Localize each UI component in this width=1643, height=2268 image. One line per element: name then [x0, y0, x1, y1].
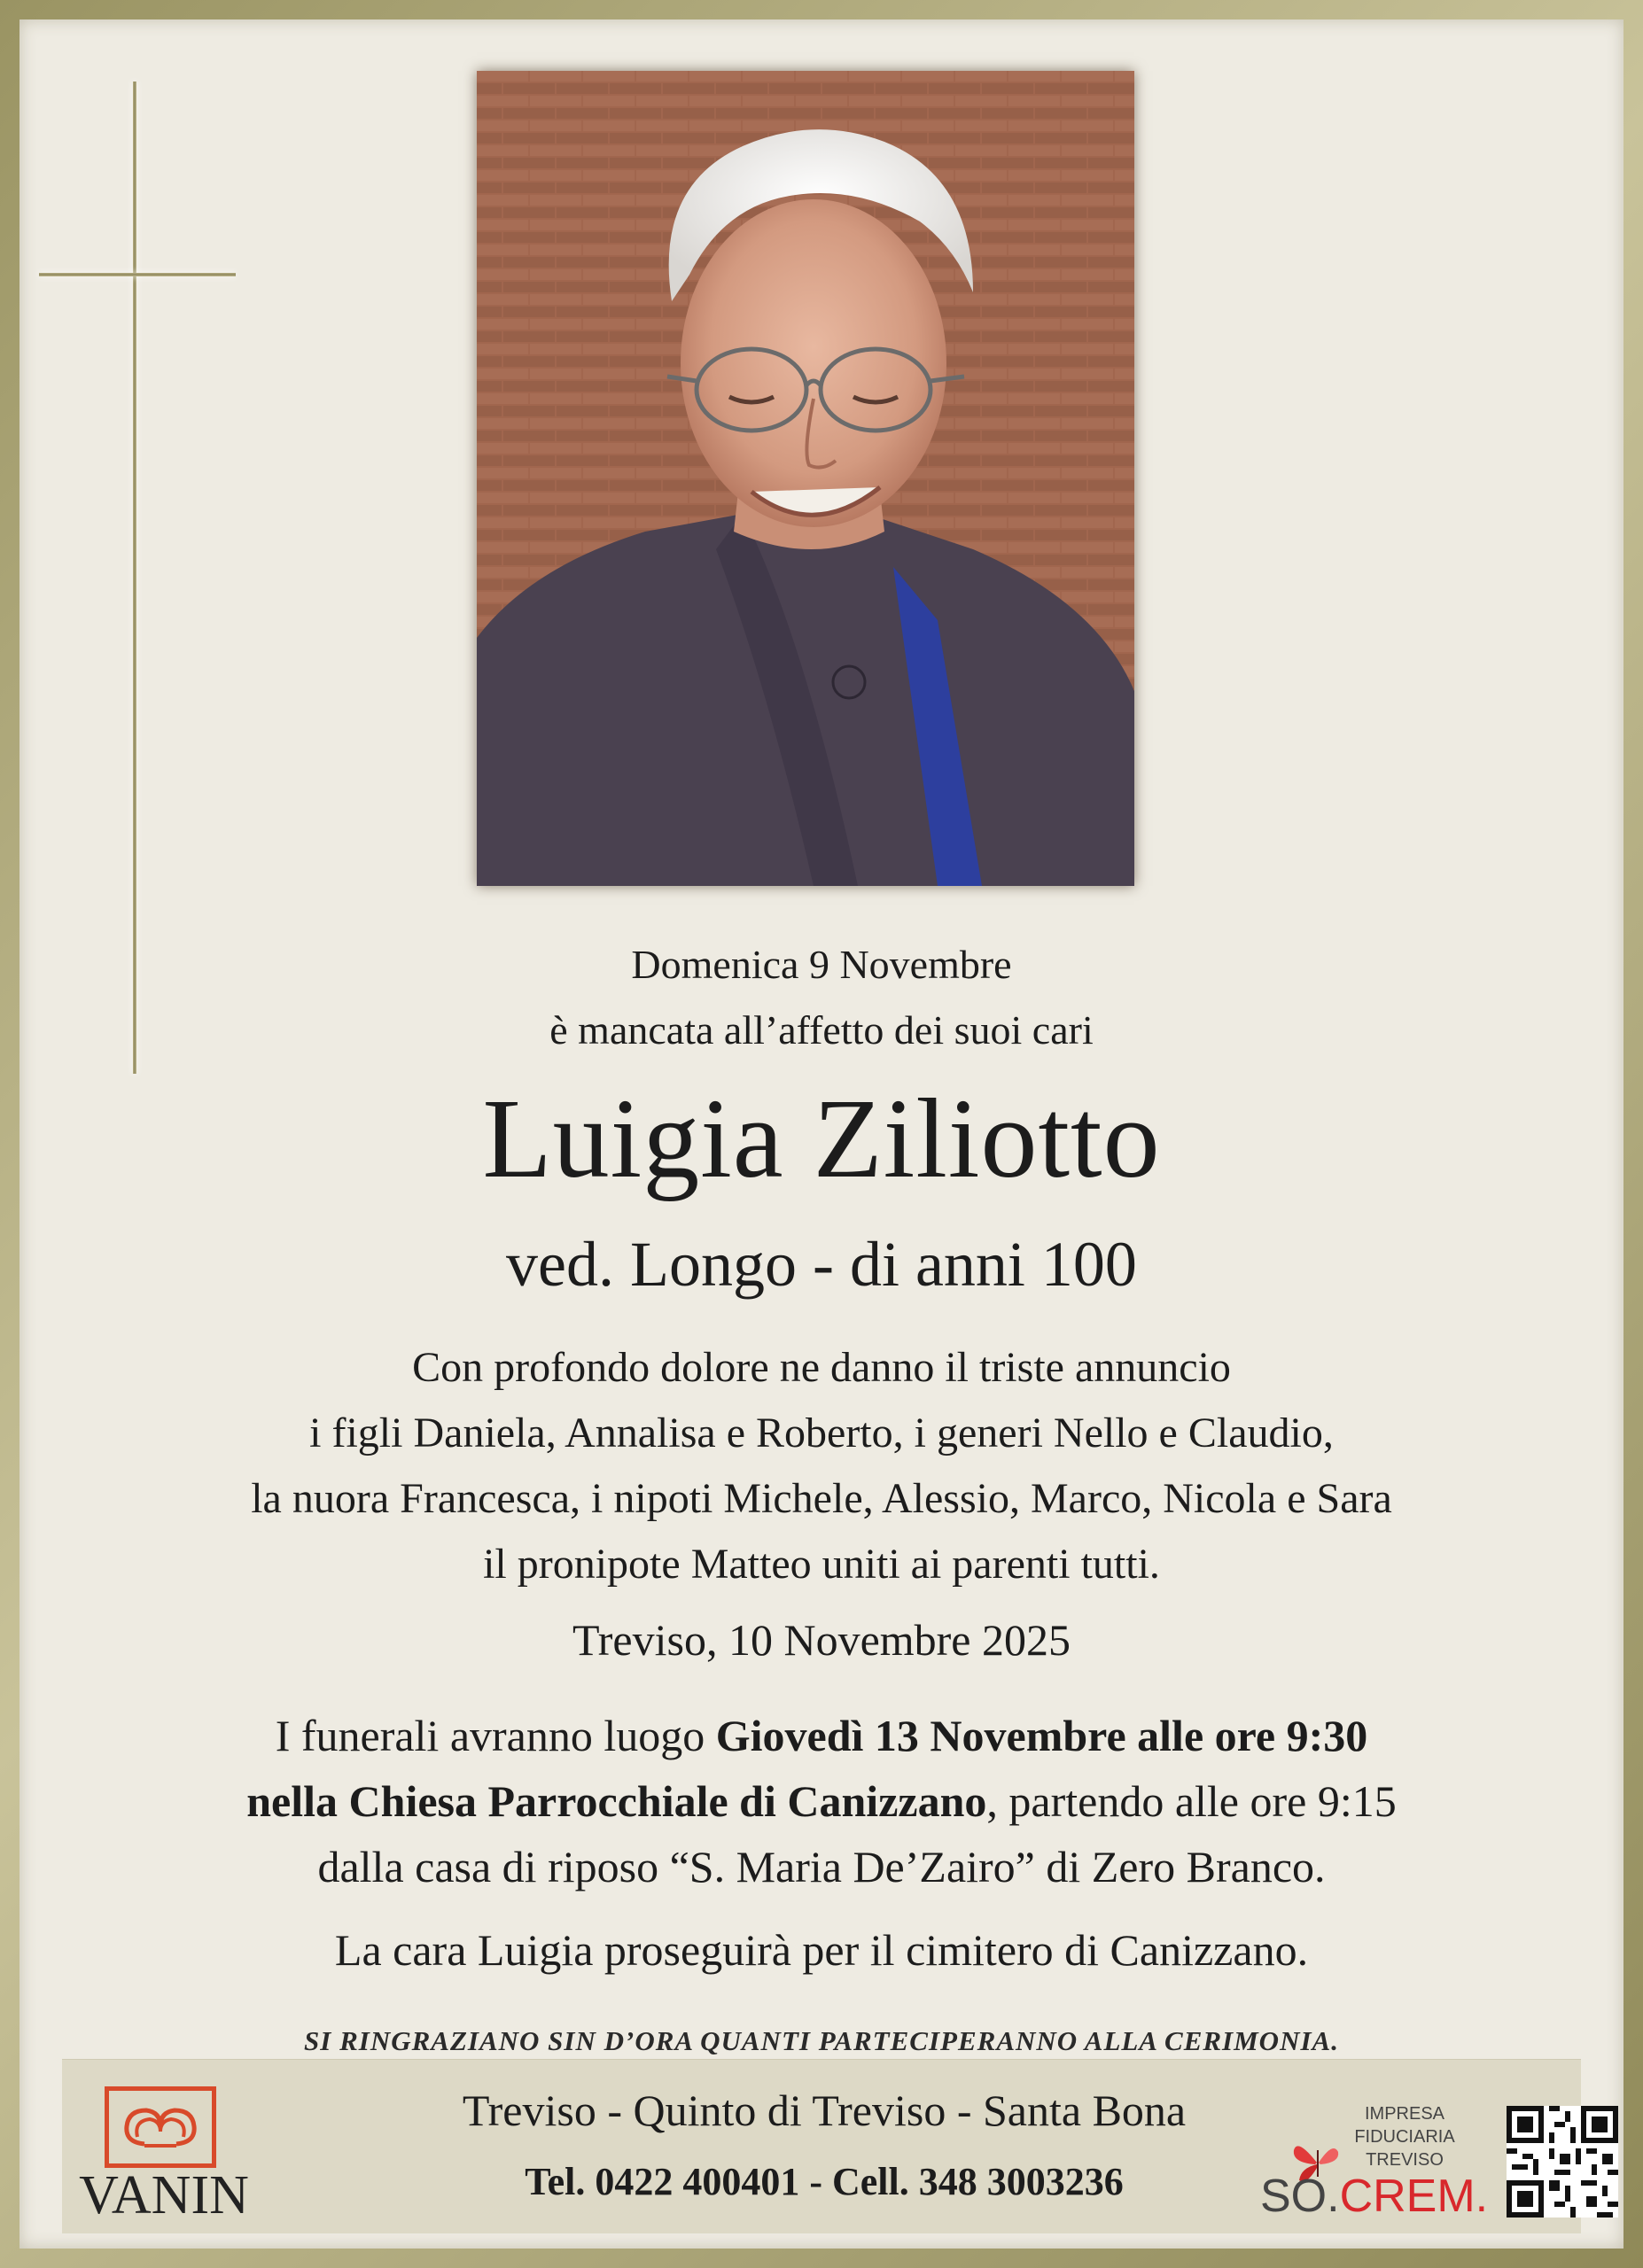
portrait-photo: [477, 71, 1134, 886]
obituary-card: [19, 19, 1624, 2249]
funeral-line-2: [19, 1775, 1624, 1827]
socrem-crem: CREM.: [1339, 2171, 1489, 2222]
socrem-tagline-2: FIDUCIARIA: [1354, 2127, 1455, 2147]
footer-cities: Treviso - Quinto di Treviso - Santa Bona: [462, 2085, 1187, 2135]
socrem-tagline: [1338, 2102, 1471, 2171]
place-date-line: Treviso, 10 Novembre 2025: [572, 1615, 1071, 1665]
funeral-home-footer: [62, 2059, 1581, 2233]
socrem-tagline-3: TREVISO: [1366, 2150, 1444, 2170]
announcement-line: i figli Daniela, Annalisa e Roberto, i generi Nello e Claudio,: [309, 1410, 1334, 1456]
vanin-logo-icon: [105, 2086, 216, 2168]
socrem-tagline-1: IMPRESA: [1364, 2104, 1445, 2124]
vanin-brand: VANIN: [79, 2165, 249, 2225]
announcement-line: la nuora Francesca, i nipoti Michele, Alessio, Marco, Nicola e Sara: [251, 1475, 1392, 1522]
deceased-subtitle: ved. Longo - di anni 100: [506, 1229, 1137, 1300]
funeral-datetime: Giovedì 13 Novembre alle ore 9:30: [715, 1711, 1368, 1760]
thanks-line: SI RINGRAZIANO SIN D’ORA QUANTI PARTECIPERANNO ALLA CERIMONIA.: [304, 2025, 1339, 2056]
funeral-line-3: dalla casa di riposo “S. Maria De’Zairo” di Zero Branco.: [317, 1842, 1326, 1891]
footer-phones: Tel. 0422 400401 - Cell. 348 3003236: [525, 2160, 1124, 2203]
funeral-line-1: [19, 1710, 1624, 1761]
qr-code-icon[interactable]: [1507, 2106, 1618, 2218]
announcement-line: il pronipote Matteo uniti ai parenti tutti.: [483, 1541, 1160, 1588]
cross-horizontal-icon: [39, 273, 236, 276]
death-date-line: Domenica 9 Novembre: [631, 942, 1012, 987]
deceased-name: Luigia Ziliotto: [482, 1076, 1161, 1201]
announcement-line: Con profondo dolore ne danno il triste annuncio: [412, 1344, 1231, 1391]
cross-vertical-icon: [133, 82, 136, 1074]
socrem-logo: [1260, 2170, 1488, 2223]
funeral-departure: , partendo alle ore 9:15: [986, 1776, 1397, 1826]
socrem-so: SO.: [1260, 2171, 1340, 2222]
funeral-church: nella Chiesa Parrocchiale di Canizzano: [246, 1776, 987, 1826]
burial-line: La cara Luigia proseguirà per il cimitero di Canizzano.: [334, 1925, 1309, 1975]
intro-line: è mancata all’affetto dei suoi cari: [549, 1007, 1094, 1052]
funeral-prefix: I funerali avranno luogo: [275, 1711, 716, 1760]
